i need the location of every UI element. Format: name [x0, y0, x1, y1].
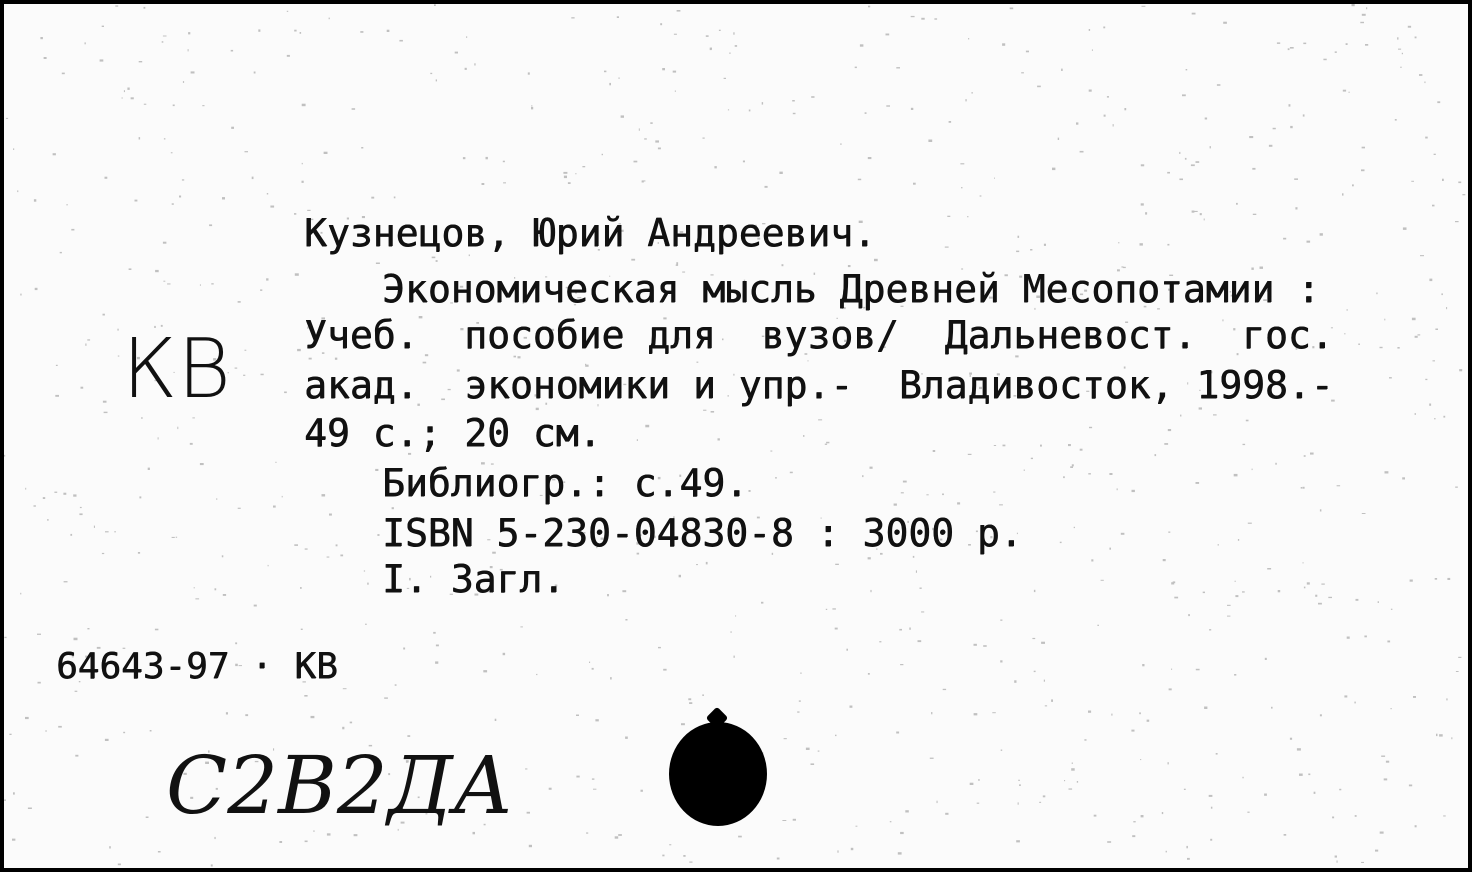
handwritten-classification-code: С2В2ДА	[166, 739, 514, 832]
handwritten-shelf-mark: КВ	[122, 322, 231, 417]
tracing-note: I. Загл.	[382, 557, 566, 601]
isbn-price: ISBN 5-230-04830-8 : 3000 р.	[382, 511, 1023, 555]
title-line-3: акад. экономики и упр.- Владивосток, 1998.-	[304, 363, 1334, 407]
accession-number: 64643-97 · КВ	[56, 646, 338, 687]
punch-hole	[669, 722, 767, 826]
title-line-1: Экономическая мысль Древней Месопотамии :	[382, 267, 1320, 311]
title-line-4: 49 с.; 20 см.	[304, 411, 602, 455]
author-heading: Кузнецов, Юрий Андреевич.	[304, 211, 876, 255]
bibliography-note: Библиогр.: с.49.	[382, 461, 749, 505]
title-line-2: Учеб. пособие для вузов/ Дальневост. гос.	[304, 313, 1334, 357]
